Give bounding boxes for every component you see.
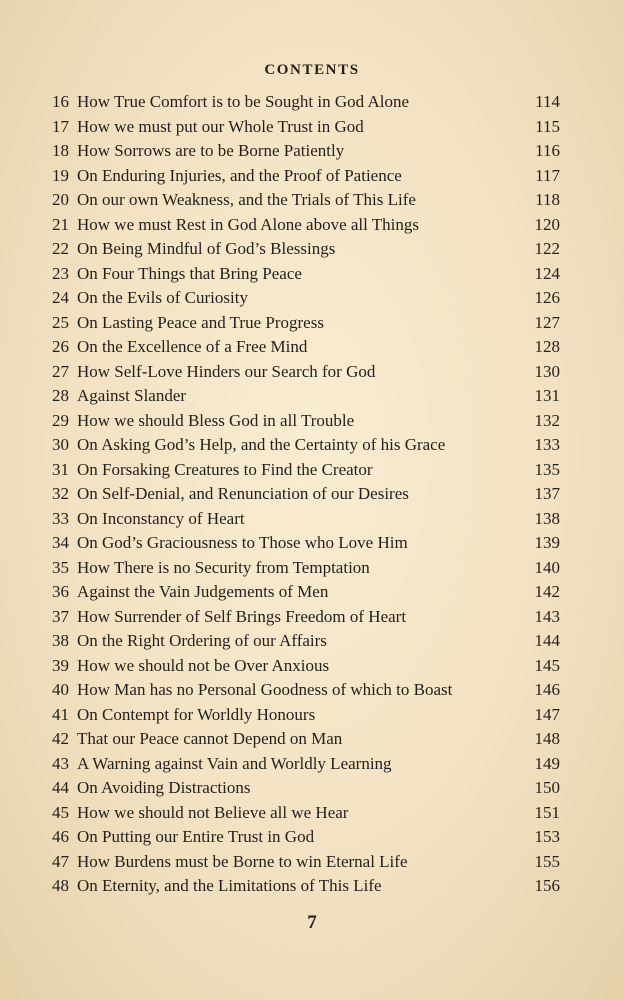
chapter-number: 20 — [52, 190, 69, 209]
chapter-number: 40 — [52, 680, 69, 699]
chapter-title: On the Right Ordering of our Affairs — [77, 631, 327, 650]
chapter-number: 23 — [52, 263, 69, 283]
chapter-number: 38 — [52, 631, 69, 650]
chapter-number: 21 — [52, 214, 69, 234]
chapter-title: On our own Weakness, and the Trials of This Life — [77, 190, 416, 209]
chapter-title: On the Evils of Curiosity — [77, 288, 248, 307]
chapter-title: How Surrender of Self Brings Freedom of Heart — [77, 606, 407, 626]
page-number: 122 — [534, 239, 560, 258]
page-number: 149 — [534, 753, 560, 773]
contents-entry — [52, 582, 560, 607]
chapter-number: 25 — [52, 312, 69, 332]
contents-entry — [52, 533, 560, 558]
contents-entry — [52, 239, 560, 264]
page-number: 151 — [534, 802, 560, 822]
page-number: 130 — [534, 361, 560, 381]
chapter-title: On Forsaking Creatures to Find the Creator — [77, 459, 373, 479]
page-number: 116 — [535, 141, 560, 160]
page-number: 138 — [534, 508, 560, 528]
chapter-number: 16 — [52, 92, 69, 111]
chapter-number: 46 — [52, 827, 69, 846]
chapter-number: 37 — [52, 606, 69, 626]
contents-entry — [52, 729, 560, 754]
chapter-title: How Sorrows are to be Borne Patiently — [77, 141, 345, 160]
page-number: 115 — [535, 116, 560, 136]
chapter-title: On Asking God’s Help, and the Certainty of his Grace — [77, 435, 446, 454]
chapter-number: 27 — [52, 361, 69, 381]
page-number: 144 — [534, 631, 560, 650]
chapter-number: 17 — [52, 116, 69, 136]
contents-entry — [52, 190, 560, 215]
contents-entry — [52, 92, 560, 117]
contents-list — [52, 92, 560, 901]
page-number: 143 — [534, 606, 560, 626]
chapter-number: 30 — [52, 435, 69, 454]
contents-entry — [52, 313, 560, 338]
contents-heading: CONTENTS — [264, 62, 360, 78]
page-number: 153 — [534, 827, 560, 846]
chapter-number: 29 — [52, 410, 69, 430]
page-number: 133 — [534, 435, 560, 454]
contents-entry — [52, 705, 560, 730]
chapter-number: 28 — [52, 386, 69, 405]
chapter-number: 18 — [52, 141, 69, 160]
page-number: 128 — [534, 337, 560, 356]
chapter-number: 39 — [52, 655, 69, 675]
page-number: 124 — [534, 263, 560, 283]
contents-entry — [52, 141, 560, 166]
contents-entry — [52, 827, 560, 852]
chapter-number: 33 — [52, 508, 69, 528]
contents-entry — [52, 337, 560, 362]
page-number: 147 — [534, 704, 560, 724]
page-number: 156 — [534, 876, 560, 895]
page-number: 114 — [535, 92, 560, 111]
chapter-title: How we must put our Whole Trust in God — [77, 116, 364, 136]
chapter-title: Against Slander — [77, 386, 187, 405]
chapter-title: On Eternity, and the Limitations of This Life — [77, 876, 382, 895]
chapter-title: How True Comfort is to be Sought in God Alone — [77, 92, 409, 111]
page-number: 131 — [534, 386, 560, 405]
chapter-number: 31 — [52, 459, 69, 479]
page-number: 127 — [534, 312, 560, 332]
chapter-title: Against the Vain Judgements of Men — [77, 582, 329, 601]
page-number: 140 — [534, 557, 560, 577]
page-number: 150 — [534, 778, 560, 797]
contents-entry — [52, 166, 560, 191]
contents-entry — [52, 386, 560, 411]
contents-entry — [52, 778, 560, 803]
chapter-number: 45 — [52, 802, 69, 822]
contents-entry — [52, 215, 560, 240]
page-number: 137 — [534, 484, 560, 503]
chapter-title: How Self-Love Hinders our Search for God — [77, 361, 376, 381]
contents-entry — [52, 117, 560, 142]
contents-entry — [52, 876, 560, 901]
page-number: 155 — [534, 851, 560, 871]
chapter-number: 42 — [52, 729, 69, 748]
page-number: 145 — [534, 655, 560, 675]
contents-entry — [52, 264, 560, 289]
chapter-number: 43 — [52, 753, 69, 773]
chapter-number: 48 — [52, 876, 69, 895]
contents-entry — [52, 607, 560, 632]
contents-entry — [52, 411, 560, 436]
page-number: 126 — [534, 288, 560, 307]
chapter-title: How we must Rest in God Alone above all Things — [77, 214, 420, 234]
chapter-title: How There is no Security from Temptation — [77, 557, 370, 577]
chapter-number: 24 — [52, 288, 69, 307]
page-number: 135 — [534, 459, 560, 479]
chapter-title: How we should Bless God in all Trouble — [77, 410, 355, 430]
chapter-title: On Being Mindful of God’s Blessings — [77, 239, 336, 258]
chapter-number: 26 — [52, 337, 69, 356]
page-number: 142 — [534, 582, 560, 601]
chapter-title: On Lasting Peace and True Progress — [77, 312, 324, 332]
page-number: 139 — [534, 533, 560, 552]
chapter-number: 44 — [52, 778, 69, 797]
chapter-number: 35 — [52, 557, 69, 577]
contents-entry — [52, 680, 560, 705]
contents-entry — [52, 288, 560, 313]
chapter-title: How we should not Believe all we Hear — [77, 802, 349, 822]
contents-entry — [52, 484, 560, 509]
folio-page-number: 7 — [307, 912, 317, 933]
page-number: 117 — [535, 165, 560, 185]
chapter-title: On God’s Graciousness to Those who Love Him — [77, 533, 408, 552]
chapter-title: How Man has no Personal Goodness of which to Boast — [77, 680, 453, 699]
chapter-title: A Warning against Vain and Worldly Learning — [77, 753, 392, 773]
chapter-number: 32 — [52, 484, 69, 503]
contents-entry — [52, 435, 560, 460]
contents-entry — [52, 558, 560, 583]
chapter-number: 41 — [52, 704, 69, 724]
contents-entry — [52, 509, 560, 534]
chapter-title: On Enduring Injuries, and the Proof of Patience — [77, 165, 402, 185]
chapter-number: 47 — [52, 851, 69, 871]
chapter-number: 36 — [52, 582, 69, 601]
chapter-number: 22 — [52, 239, 69, 258]
chapter-title: How we should not be Over Anxious — [77, 655, 330, 675]
page-number: 120 — [534, 214, 560, 234]
contents-entry — [52, 852, 560, 877]
contents-entry — [52, 656, 560, 681]
contents-entry — [52, 631, 560, 656]
chapter-number: 34 — [52, 533, 69, 552]
chapter-title: On Inconstancy of Heart — [77, 508, 245, 528]
page-number: 118 — [535, 190, 560, 209]
contents-entry — [52, 754, 560, 779]
chapter-title: On Contempt for Worldly Honours — [77, 704, 316, 724]
contents-entry — [52, 362, 560, 387]
chapter-title: On Four Things that Bring Peace — [77, 263, 302, 283]
chapter-title: On the Excellence of a Free Mind — [77, 337, 308, 356]
chapter-title: That our Peace cannot Depend on Man — [77, 729, 343, 748]
chapter-title: On Self-Denial, and Renunciation of our Desires — [77, 484, 409, 503]
page-number: 132 — [534, 410, 560, 430]
chapter-title: How Burdens must be Borne to win Eternal Life — [77, 851, 408, 871]
contents-entry — [52, 803, 560, 828]
chapter-title: On Avoiding Distractions — [77, 778, 251, 797]
contents-entry — [52, 460, 560, 485]
page-number: 146 — [534, 680, 560, 699]
chapter-number: 19 — [52, 165, 69, 185]
chapter-title: On Putting our Entire Trust in God — [77, 827, 315, 846]
page-number: 148 — [534, 729, 560, 748]
